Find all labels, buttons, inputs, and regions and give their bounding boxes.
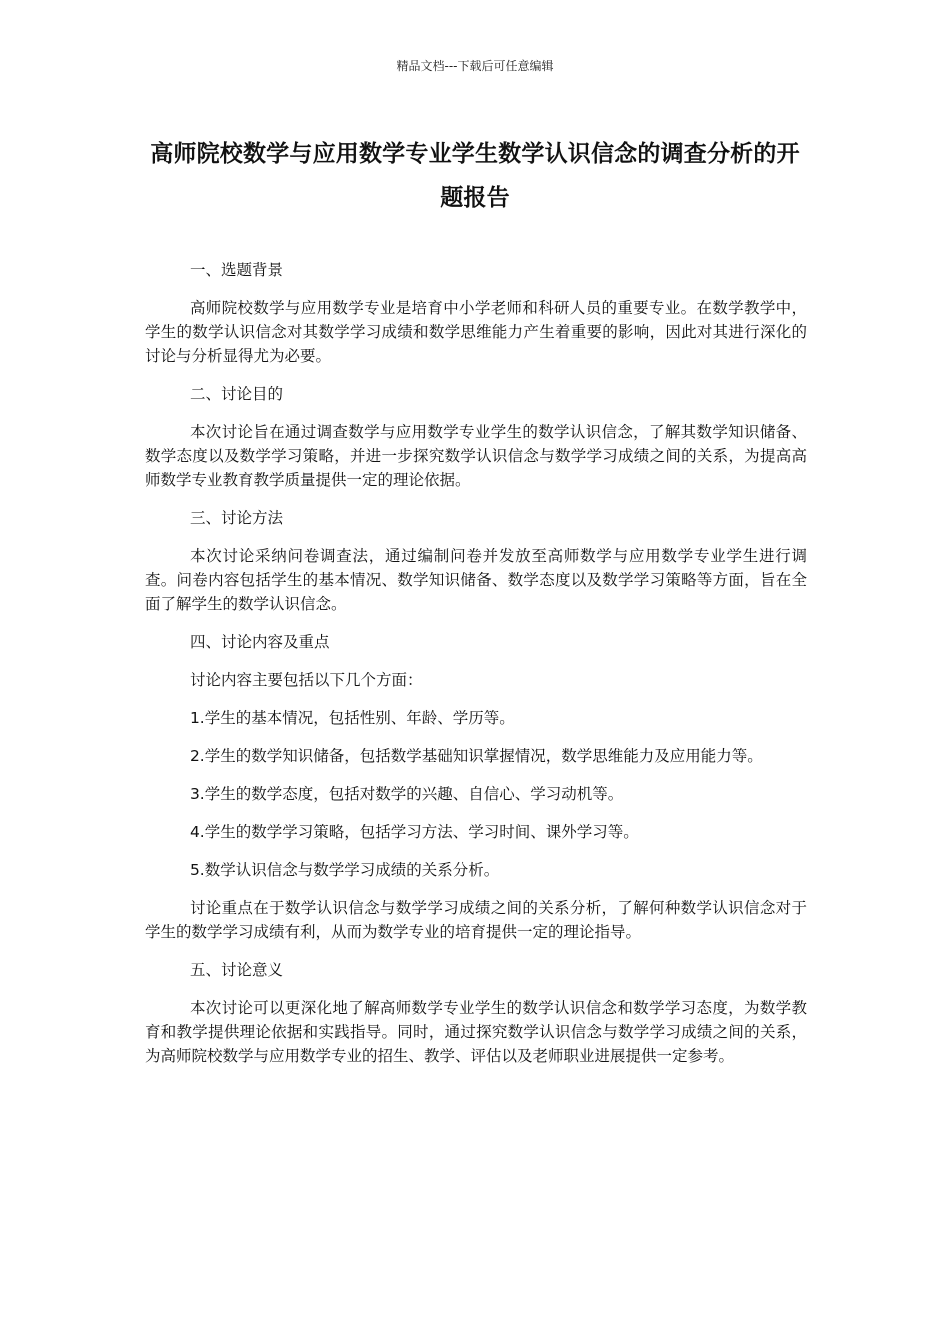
document-title: 高师院校数学与应用数学专业学生数学认识信念的调查分析的开题报告 <box>150 141 800 211</box>
document-body <box>145 258 807 1082</box>
section-text-significance: 本次讨论可以更深化地了解高师数学专业学生的数学认识信念和数学学习态度，为数学教育和教学提供理论依据和实践指导。同时，通过探究数学认识信念与数学学习成绩之间的关系，为高师院校数学与应用数学专业的招生、教学、评估以及老师职业进展提供一定参考。 <box>145 999 807 1065</box>
header-note: 精品文档---下载后可任意编辑 <box>396 59 554 73</box>
list-item: 2.学生的数学知识储备，包括数学基础知识掌握情况，数学思维能力及应用能力等。 <box>189 747 763 765</box>
section-content-intro: 讨论内容主要包括以下几个方面： <box>189 671 423 689</box>
section-heading-purpose: 二、讨论目的 <box>189 385 283 403</box>
list-item: 3.学生的数学态度，包括对数学的兴趣、自信心、学习动机等。 <box>189 785 624 803</box>
section-text-background: 高师院校数学与应用数学专业是培育中小学老师和科研人员的重要专业。在数学教学中，学生的数学认识信念对其数学学习成绩和数学思维能力产生着重要的影响，因此对其进行深化的讨论与分析显得尤为必要。 <box>145 299 807 365</box>
section-text-method: 本次讨论采纳问卷调查法，通过编制问卷并发放至高师数学与应用数学专业学生进行调查。问卷内容包括学生的基本情况、数学知识储备、数学态度以及数学学习策略等方面，旨在全面了解学生的数学认识信念。 <box>145 547 807 613</box>
list-item: 5.数学认识信念与数学学习成绩的关系分析。 <box>189 861 500 879</box>
section-heading-content: 四、讨论内容及重点 <box>189 633 330 651</box>
list-item: 1.学生的基本情况，包括性别、年龄、学历等。 <box>189 709 515 727</box>
list-item: 4.学生的数学学习策略，包括学习方法、学习时间、课外学习等。 <box>189 823 639 841</box>
section-heading-method: 三、讨论方法 <box>189 509 283 527</box>
section-text-purpose: 本次讨论旨在通过调查数学与应用数学专业学生的数学认识信念，了解其数学知识储备、数学态度以及数学学习策略，并进一步探究数学认识信念与数学学习成绩之间的关系，为提高高师数学专业教育教学质量提供一定的理论依据。 <box>145 423 807 489</box>
section-content-focus: 讨论重点在于数学认识信念与数学学习成绩之间的关系分析，了解何种数学认识信念对于学生的数学学习成绩有利，从而为数学专业的培育提供一定的理论指导。 <box>145 899 807 941</box>
section-heading-background: 一、选题背景 <box>189 261 283 279</box>
section-heading-significance: 五、讨论意义 <box>189 961 283 979</box>
